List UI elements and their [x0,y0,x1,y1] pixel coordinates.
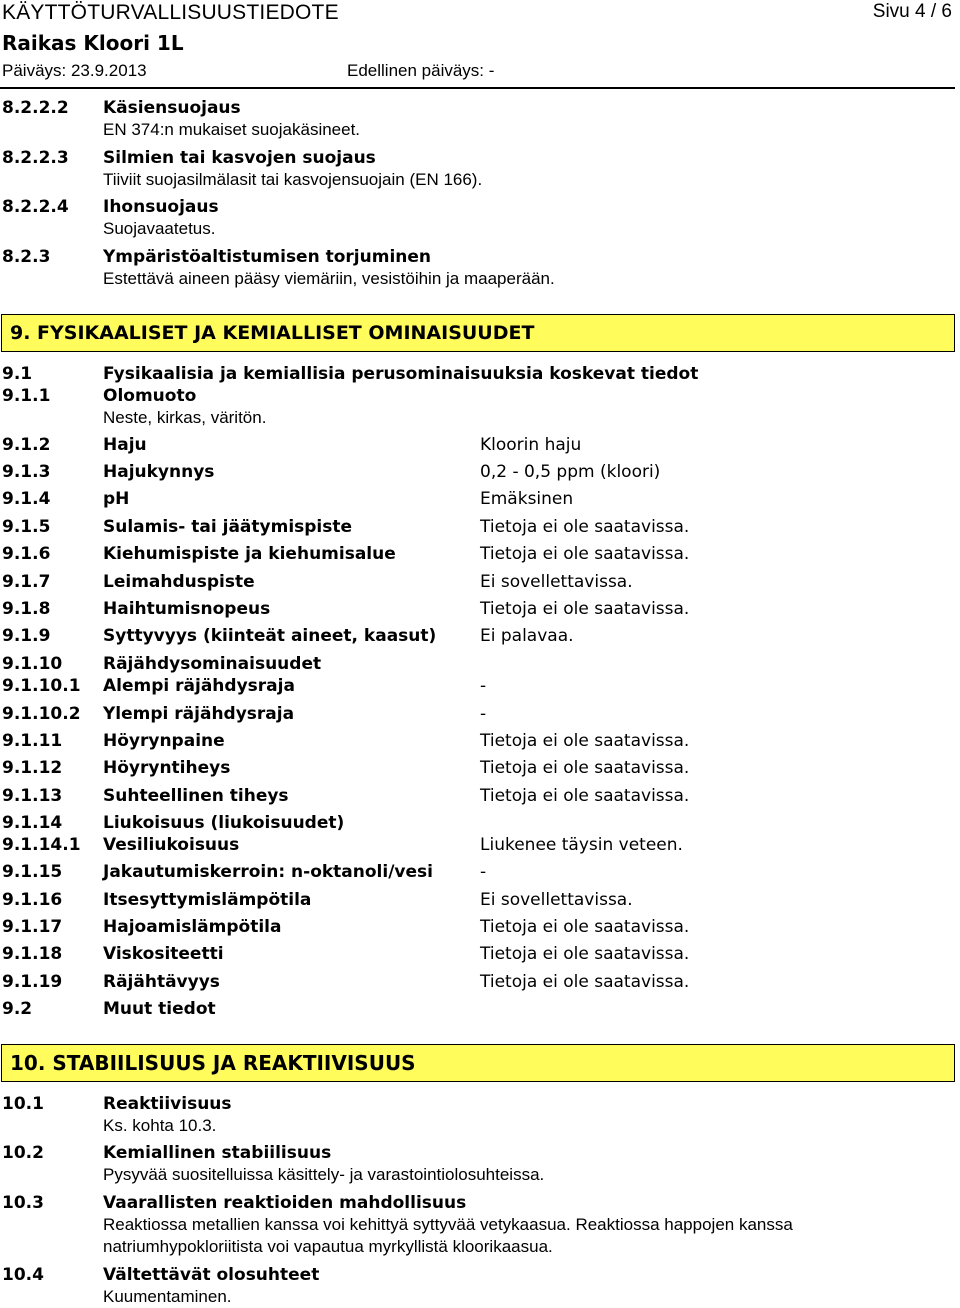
property-label: Haihtumisnopeus [103,599,271,619]
property-number: 9.1.9 [2,626,51,646]
item-label: Silmien tai kasvojen suojaus [103,148,376,168]
item-label: Ympäristöaltistumisen torjuminen [103,247,432,267]
property-label: Hajoamislämpötila [103,917,282,937]
item-number: 10.3 [2,1193,44,1213]
item-description: Neste, kirkas, väritön. [103,408,267,427]
property-value: Tietoja ei ole saatavissa. [480,758,690,778]
property-number: 9.1.5 [2,517,51,537]
property-value: Tietoja ei ole saatavissa. [480,972,690,992]
section-10-heading [1,1044,955,1082]
document-title: KÄYTTÖTURVALLISUUSTIEDOTE [2,1,339,24]
item-label: Olomuoto [103,386,197,406]
property-value: Ei sovellettavissa. [480,890,633,910]
item-label: Reaktiivisuus [103,1094,232,1114]
property-value: Kloorin haju [480,435,582,455]
item-number: 8.2.2.2 [2,98,69,118]
property-label: pH [103,489,130,509]
property-value: Tietoja ei ole saatavissa. [480,731,690,751]
item-number: 8.2.2.4 [2,197,69,217]
property-number: 9.1.8 [2,599,51,619]
property-number: 9.1.2 [2,435,51,455]
item-number: 10.1 [2,1094,44,1114]
property-label: Höyryntiheys [103,758,231,778]
item-label: Vaarallisten reaktioiden mahdollisuus [103,1193,467,1213]
property-label: Ylempi räjähdysraja [103,704,295,724]
item-number: 9.1.1 [2,386,51,406]
property-number: 9.1.14.1 [2,835,81,855]
property-number: 9.1.4 [2,489,51,509]
property-value: Tietoja ei ole saatavissa. [480,786,690,806]
property-label: Haju [103,435,147,455]
property-label: Suhteellinen tiheys [103,786,289,806]
property-value: Ei palavaa. [480,626,574,646]
property-label: Itsesyttymislämpötila [103,890,312,910]
issue-date: Päiväys: 23.9.2013 [2,61,147,80]
property-number: 9.2 [2,999,33,1019]
item-label: Kemiallinen stabiilisuus [103,1143,332,1163]
property-label: Höyrynpaine [103,731,225,751]
item-description: Estettävä aineen pääsy viemäriin, vesistöihin ja maaperään. [103,269,555,288]
property-number: 9.1.3 [2,462,51,482]
item-label: Käsiensuojaus [103,98,241,118]
property-label: Leimahduspiste [103,572,255,592]
item-description: EN 374:n mukaiset suojakäsineet. [103,120,361,139]
product-name: Raikas Kloori 1L [2,31,184,55]
item-label: Fysikaalisia ja kemiallisia perusominaisuuksia koskevat tiedot [103,364,699,384]
property-number: 9.1.17 [2,917,63,937]
section-title: 9. FYSIKAALISET JA KEMIALLISET OMINAISUUDET [10,322,535,344]
item-label: Ihonsuojaus [103,197,219,217]
property-value: Tietoja ei ole saatavissa. [480,517,690,537]
property-label: Viskositeetti [103,944,224,964]
previous-date: Edellinen päiväys: - [347,61,495,80]
property-value: Tietoja ei ole saatavissa. [480,944,690,964]
property-number: 9.1.10.1 [2,676,81,696]
property-value: Tietoja ei ole saatavissa. [480,544,690,564]
property-value: - [480,862,487,882]
property-value: Ei sovellettavissa. [480,572,633,592]
property-number: 9.1.10.2 [2,704,81,724]
page-number: Sivu 4 / 6 [872,1,952,22]
property-number: 9.1.14 [2,813,63,833]
item-description: Pysyvää suositelluissa käsittely- ja varastointiolosuhteissa. [103,1165,545,1184]
item-number: 8.2.3 [2,247,51,267]
property-label: Räjähdysominaisuudet [103,654,322,674]
property-number: 9.1.16 [2,890,63,910]
property-label: Alempi räjähdysraja [103,676,295,696]
property-value: Liukenee täysin veteen. [480,835,683,855]
property-label: Räjähtävyys [103,972,220,992]
property-number: 9.1.19 [2,972,63,992]
property-number: 9.1.13 [2,786,63,806]
item-number: 8.2.2.3 [2,148,69,168]
property-label: Hajukynnys [103,462,215,482]
item-description: Kuumentaminen. [103,1287,232,1306]
item-description: Reaktiossa metallien kanssa voi kehittyä syttyvää vetykaasua. Reaktiossa happojen kanssa [103,1215,793,1234]
property-value: Tietoja ei ole saatavissa. [480,599,690,619]
property-value: Emäksinen [480,489,574,509]
item-number: 10.4 [2,1265,44,1285]
item-description: Ks. kohta 10.3. [103,1116,217,1135]
property-value: 0,2 - 0,5 ppm (kloori) [480,462,661,482]
property-number: 9.1.6 [2,544,51,564]
item-description: Tiiviit suojasilmälasit tai kasvojensuojain (EN 166). [103,170,483,189]
property-number: 9.1.10 [2,654,63,674]
item-label: Vältettävät olosuhteet [103,1265,320,1285]
property-number: 9.1.18 [2,944,63,964]
property-number: 9.1.15 [2,862,63,882]
property-value: - [480,704,487,724]
property-label: Liukoisuus (liukoisuudet) [103,813,345,833]
item-description-continued: natriumhypokloriitista voi vapautua myrkyllistä kloorikaasua. [103,1237,553,1256]
item-number: 10.2 [2,1143,44,1163]
property-label: Syttyvyys (kiinteät aineet, kaasut) [103,626,437,646]
property-label: Sulamis- tai jäätymispiste [103,517,353,537]
item-description: Suojavaatetus. [103,219,216,238]
property-label: Vesiliukoisuus [103,835,240,855]
property-label: Muut tiedot [103,999,216,1019]
page-header [0,0,960,92]
property-number: 9.1.7 [2,572,51,592]
property-number: 9.1.12 [2,758,63,778]
section-9-heading [1,314,955,352]
property-value: Tietoja ei ole saatavissa. [480,917,690,937]
item-number: 9.1 [2,364,33,384]
property-number: 9.1.11 [2,731,63,751]
property-label: Jakautumiskerroin: n-oktanoli/vesi [103,862,433,882]
section-title: 10. STABIILISUUS JA REAKTIIVISUUS [10,1051,416,1075]
header-divider [0,87,955,89]
property-label: Kiehumispiste ja kiehumisalue [103,544,396,564]
property-value: - [480,676,487,696]
